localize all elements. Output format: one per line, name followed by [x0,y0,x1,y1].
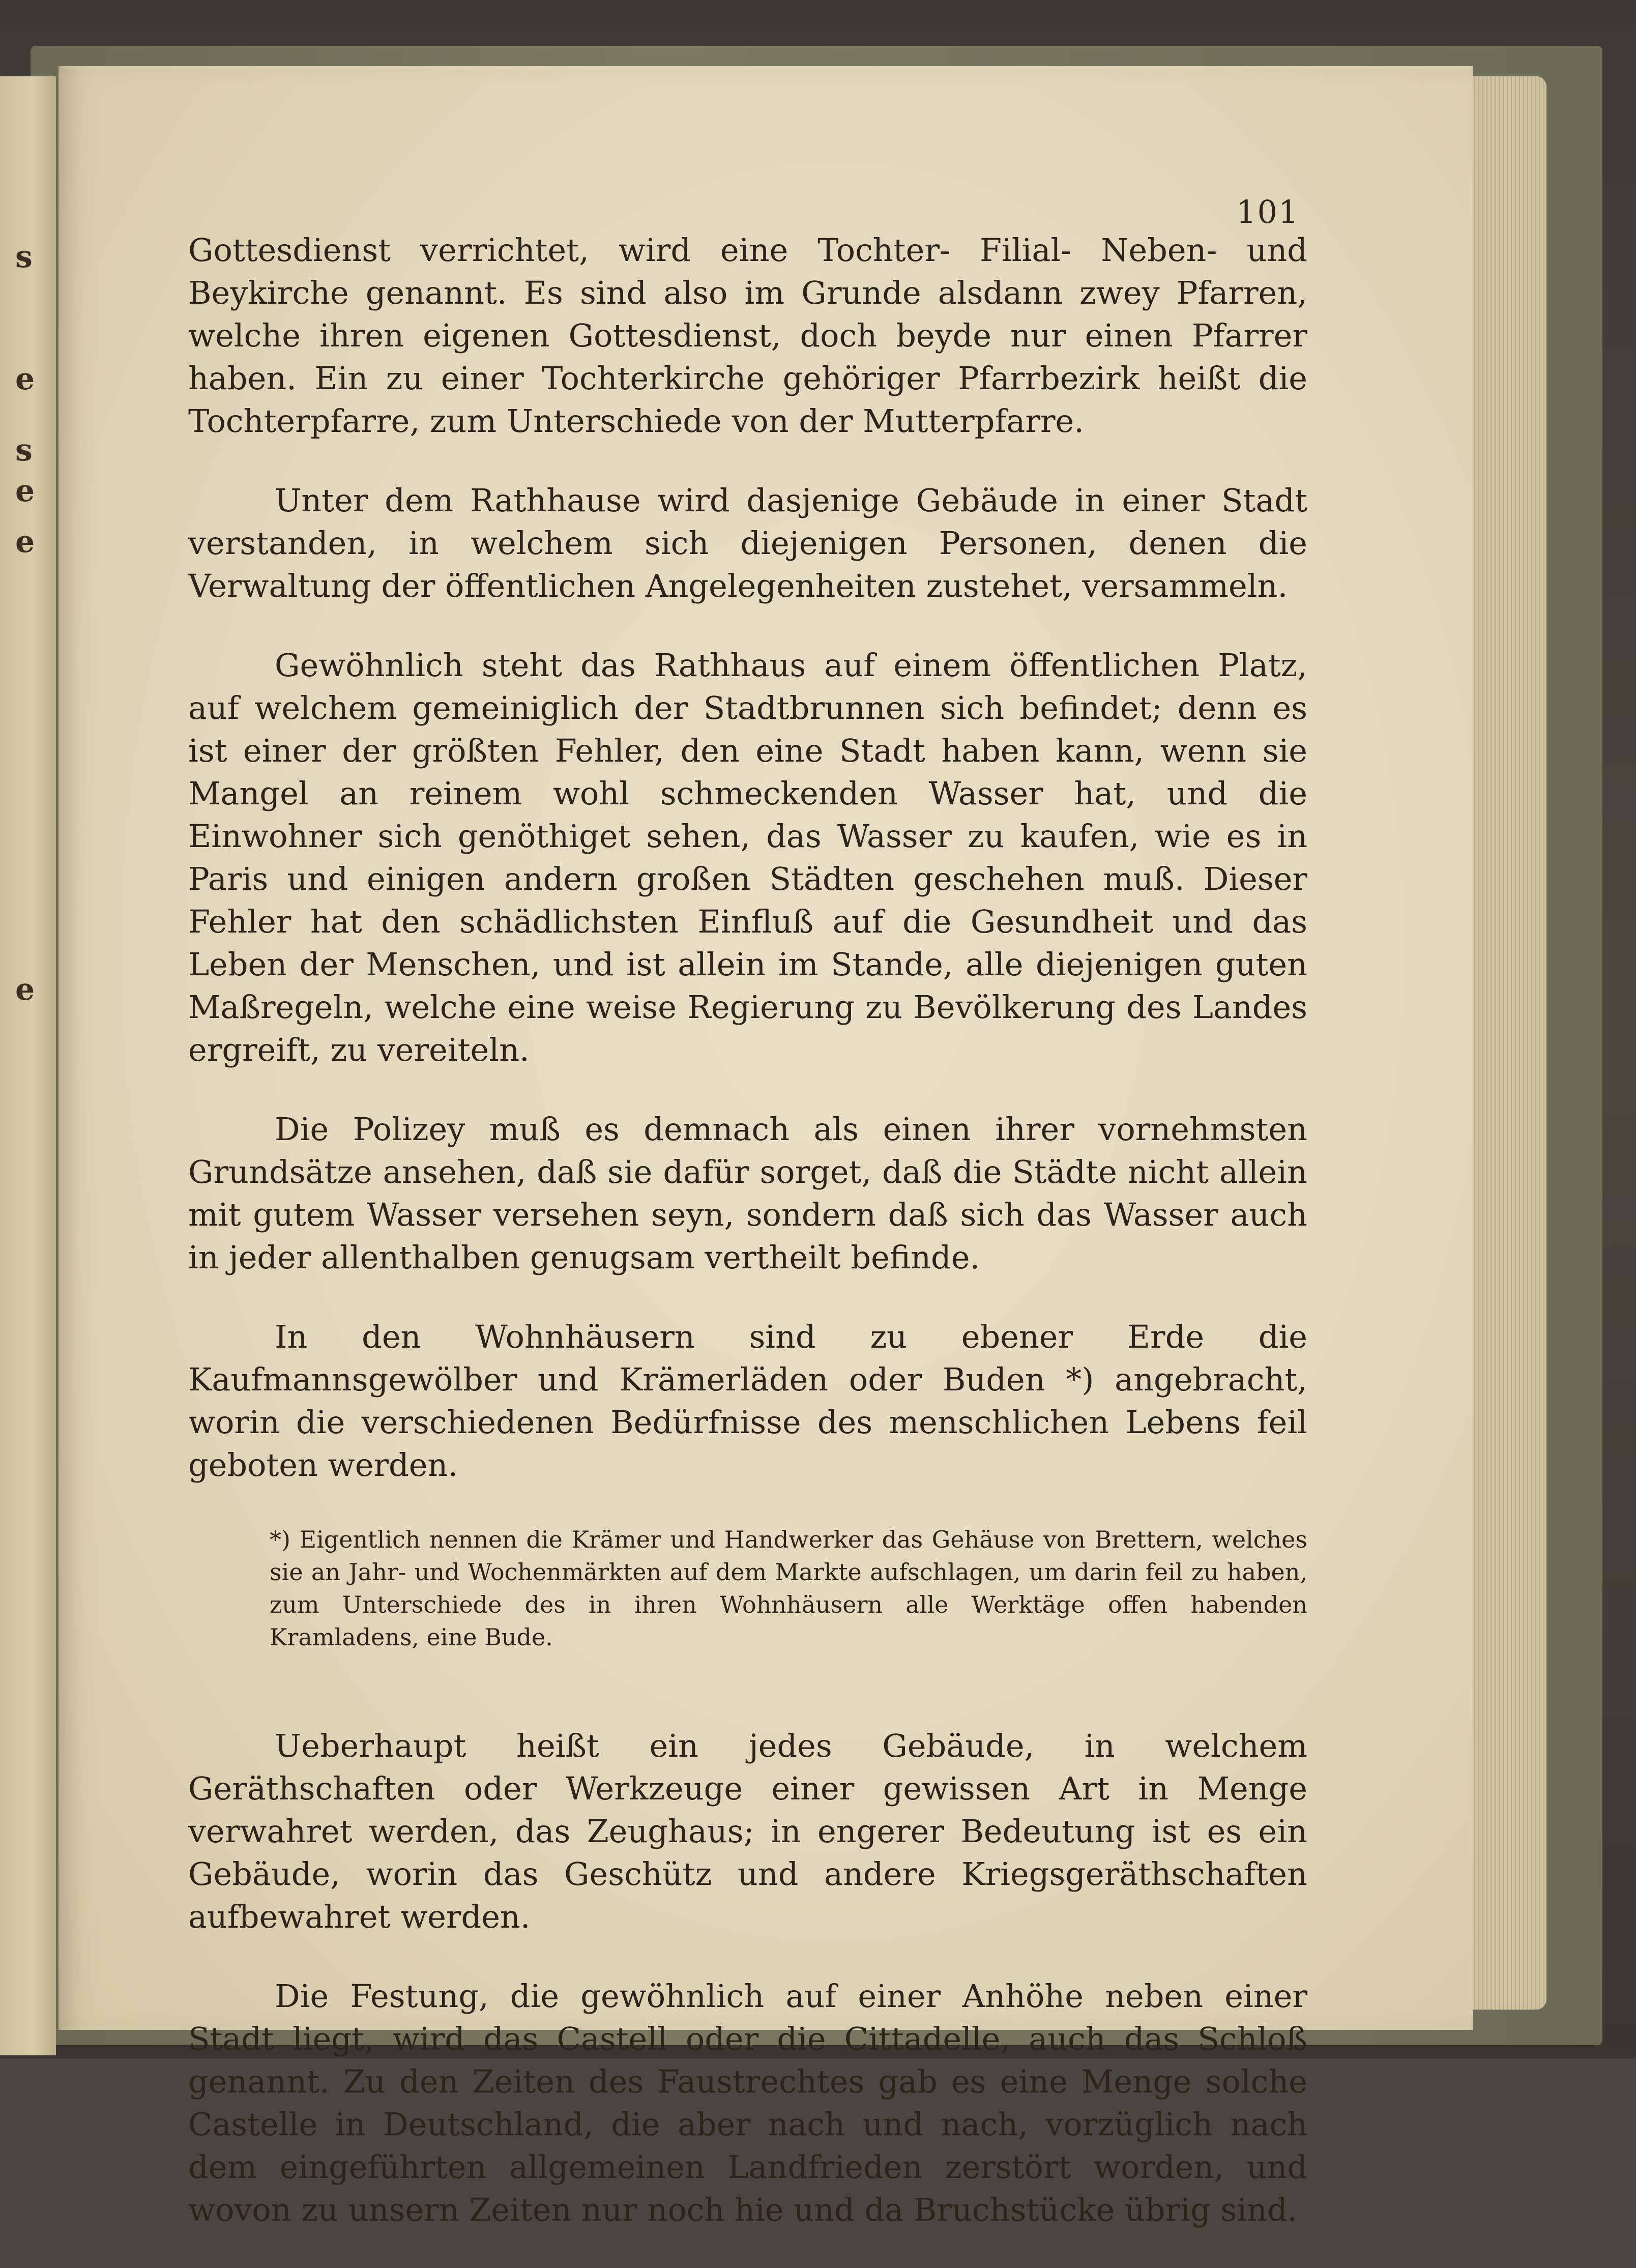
left-margin-char: e [15,361,35,397]
paragraph: Die Festung, die gewöhnlich auf einer Anhöhe neben einer Stadt liegt, wird das Castell oder die Cittadelle, auch das Schloß genannt. Zu den Zeiten des Faustrechtes gab es eine Menge solche Castelle in Deutschland, die aber nach und nach, vorzüglich nach dem eingeführten allgemeinen Landfrieden zerstört worden, und wovon zu unsern Zeiten nur noch hie und da Bruchstücke übrig sind. [188,1978,1307,2228]
left-page-edge [0,76,56,2055]
left-margin-char: e [15,473,35,509]
left-margin-char: e [15,524,35,560]
paragraph: Ueberhaupt heißt ein jedes Gebäude, in welchem Geräthschaften oder Werkzeuge einer gewissen Art in Menge verwahret werden, das Zeughaus; in engerer Bedeutung ist es ein Gebäude, worin das Geschütz und andere Kriegsgeräthschaften aufbewahret werden. [188,1727,1307,1935]
page-number: 101 [1236,193,1300,230]
page-text [188,229,1307,2268]
paragraph: Unter dem Rathhause wird dasjenige Gebäude in einer Stadt verstanden, in welchem sich diejenigen Personen, denen die Verwaltung der öffentlichen Angelegenheiten zustehet, versammeln. [188,482,1307,604]
paragraph: Gottesdienst verrichtet, wird eine Tochter- Filial- Neben- und Beykirche genannt. Es sind also im Grunde alsdann zwey Pfarren, welche ihren eigenen Gottesdienst, doch beyde nur einen Pfarrer haben. Ein zu einer Tochterkirche gehöriger Pfarrbezirk heißt die Tochterpfarre, zum Unterschiede von der Mutterpfarre. [188,231,1307,440]
paragraph: In den Wohnhäusern sind zu ebener Erde die Kaufmannsgewölber und Krämerläden oder Buden *) angebracht, worin die verschiedenen Bedürfnisse des menschlichen Lebens feil geboten werden. [188,1318,1307,1484]
paragraph: Die Polizey muß es demnach als einen ihrer vornehmsten Grundsätze ansehen, daß sie dafür sorget, daß die Städte nicht allein mit gutem Wasser versehen seyn, sondern daß sich das Wasser auch in jeder allenthalben genugsam vertheilt befinde. [188,1111,1307,1276]
left-margin-char: s [15,432,33,468]
left-margin-char: s [15,239,33,275]
footnote: *) Eigentlich nennen die Krämer und Handwerker das Gehäuse von Brettern, welches sie an Jahr- und Wochenmärkten auf dem Markte aufschlagen, um darin feil zu haben, zum Unterschiede des in ihren Wohnhäusern alle Werktäge offen habenden Kramladens, eine Bude. [270,1526,1307,1651]
paragraph: Gewöhnlich steht das Rathhaus auf einem öffentlichen Platz, auf welchem gemeiniglich der Stadtbrunnen sich befindet; denn es ist einer der größten Fehler, den eine Stadt haben kann, wenn sie Mangel an reinem wohl schmeckenden Wasser hat, und die Einwohner sich genöthiget sehen, das Wasser zu kaufen, wie es in Paris und einigen andern großen Städten geschehen muß. Dieser Fehler hat den schädlichsten Einfluß auf die Gesundheit und das Leben der Menschen, und ist allein im Stande, alle diejenigen guten Maßregeln, welche eine weise Regierung zu Bevölkerung des Landes ergreift, zu vereiteln. [188,647,1307,1068]
left-margin-char: e [15,972,35,1007]
